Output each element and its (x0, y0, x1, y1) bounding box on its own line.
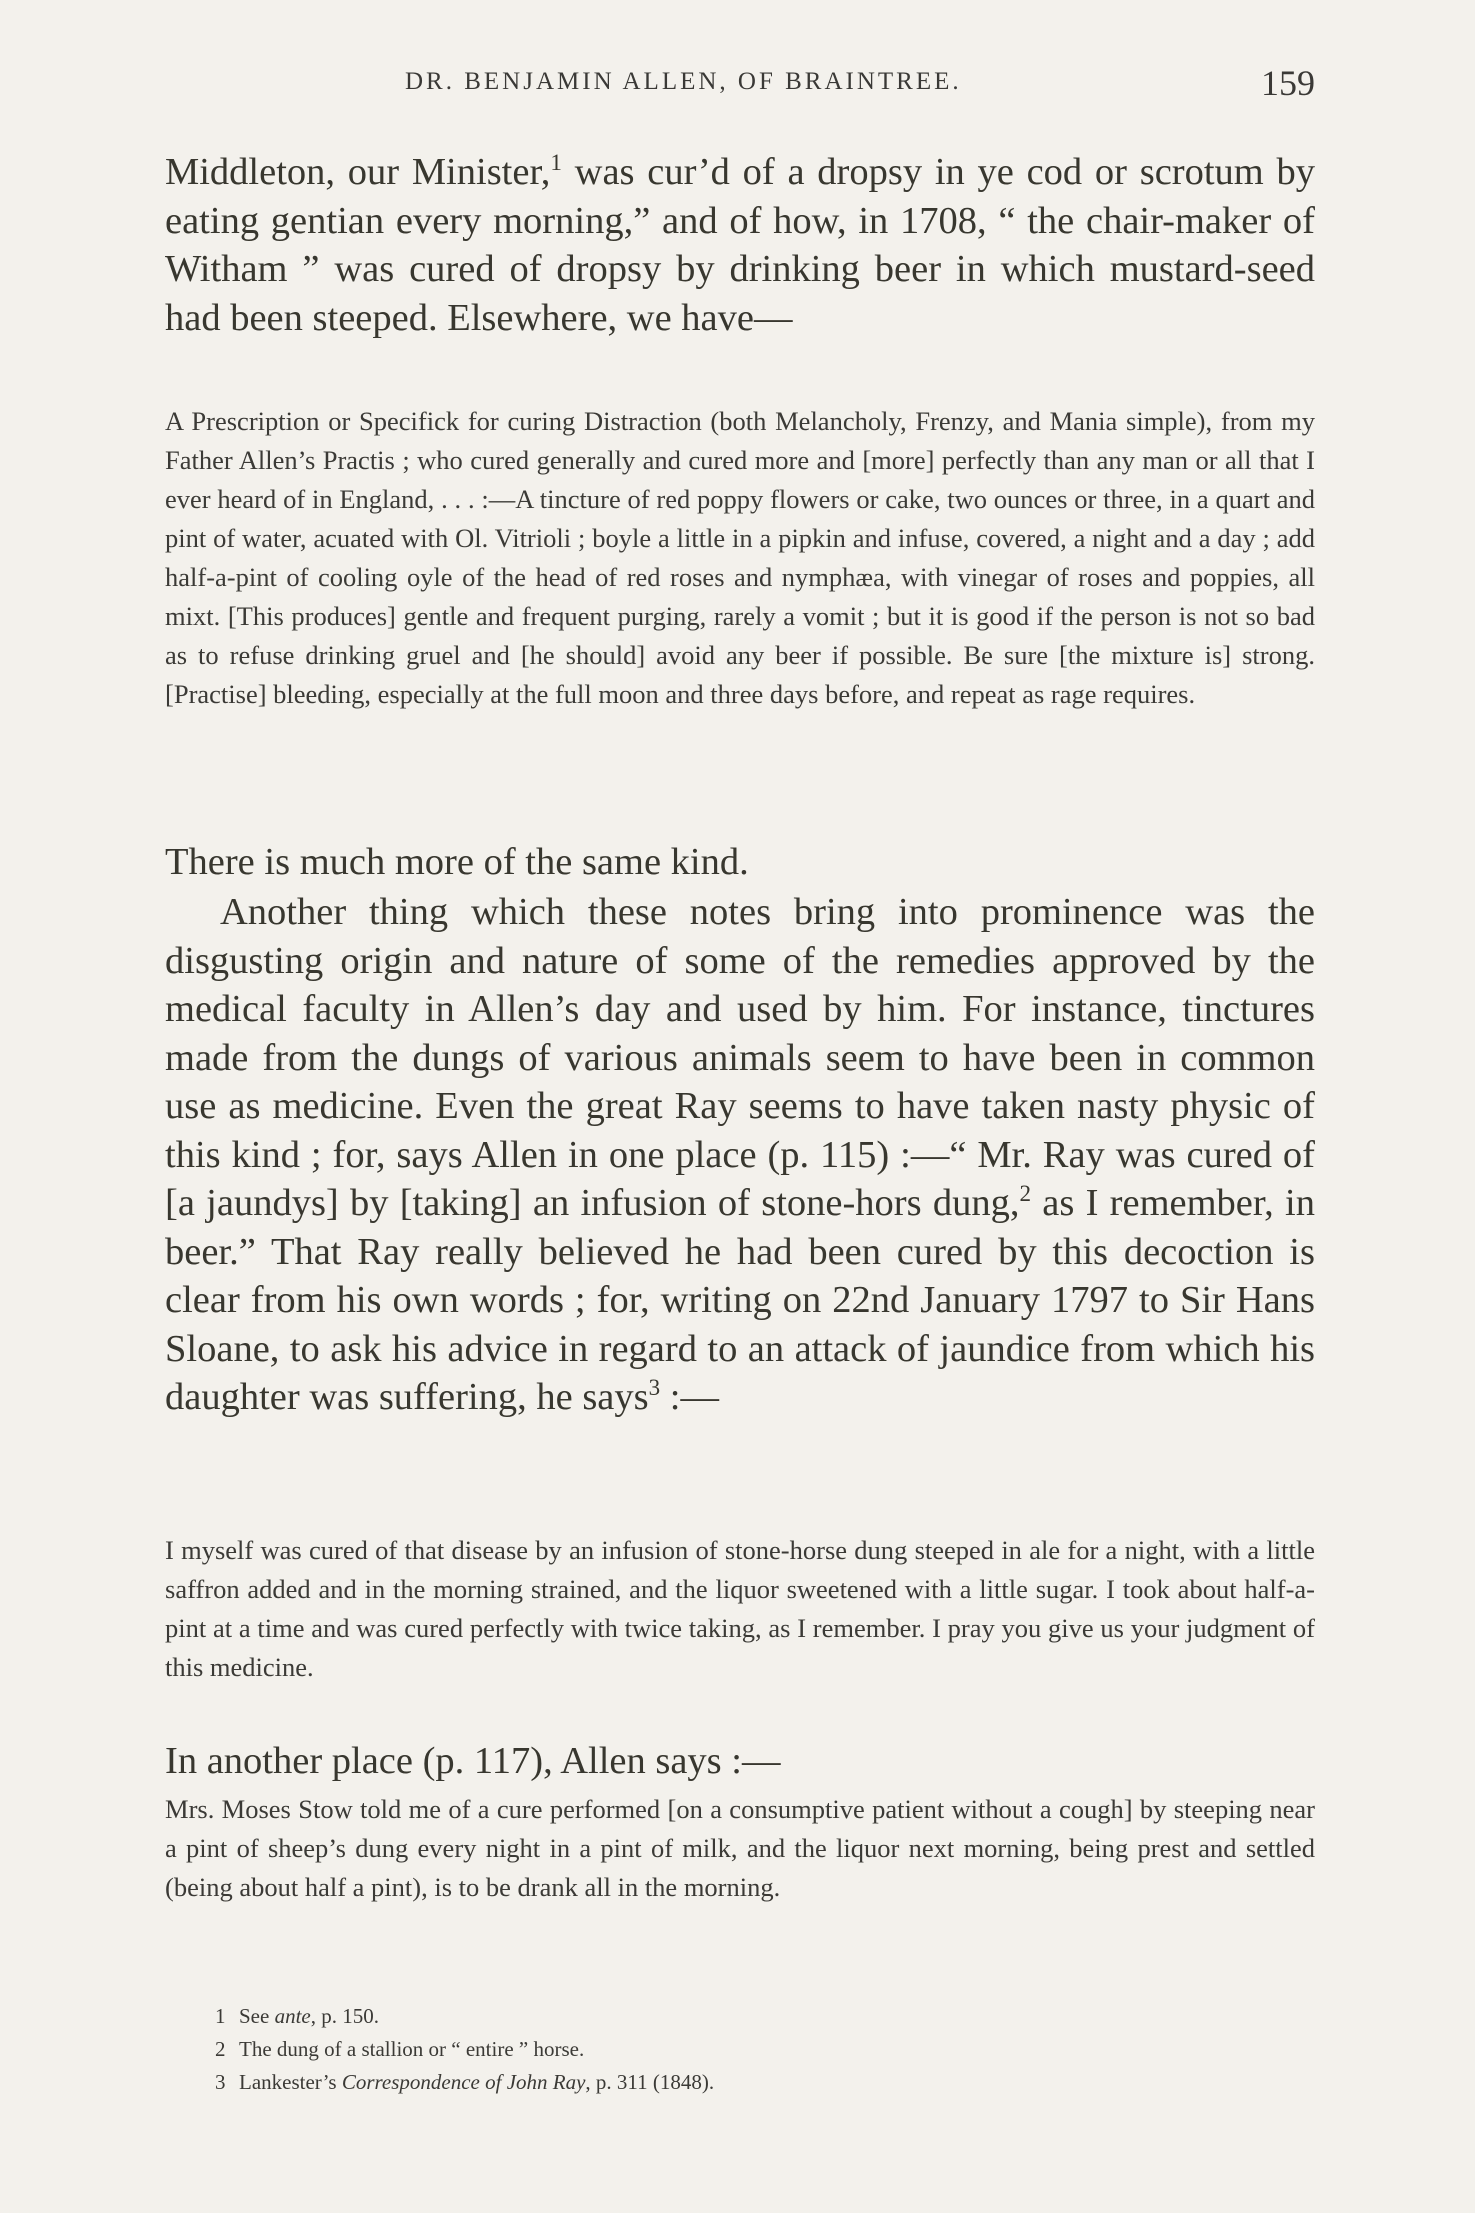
footnote-italic: Correspondence of John Ray (341, 2070, 586, 2094)
paragraph-remedies (165, 888, 1315, 1422)
paragraph-continued (165, 148, 1315, 342)
footnote-number: 1 (215, 2004, 226, 2028)
footnote-text: , p. 311 (1848). (585, 2070, 715, 2094)
running-head (165, 62, 1315, 112)
footnotes (215, 2000, 1215, 2099)
paragraph-text: was cur’d of a dropsy in ye cod or scrotum by eating gentian every morning,” and of how, in 1708, “ the chair-maker of Witham ” was cured of dropsy by drinking beer in which mustard-seed had been steeped. Elsewhere, we have— (165, 151, 1315, 339)
paragraph-another-place: In another place (p. 117), Allen says :— (165, 1740, 781, 1782)
footnote-1 (215, 2000, 1215, 2033)
footnote-ref: 3 (648, 1374, 661, 1401)
footnote-text: Lankester’s (239, 2070, 342, 2094)
block-quote-stow: Mrs. Moses Stow told me of a cure performed [on a consumptive patient without a cough] by steeping near a pint of sheep’s dung every night in a pint of milk, and the liquor next morning, being prest and settled (being about half a pint), is to be drank all in the morning. (165, 1794, 1315, 1902)
footnote-text: See (239, 2004, 275, 2028)
footnote-number: 2 (215, 2037, 226, 2061)
footnote-italic: ante (274, 2004, 311, 2028)
footnote-3 (215, 2066, 1215, 2099)
footnote-2 (215, 2033, 1215, 2066)
page-number: 159 (1261, 63, 1315, 103)
paragraph-text: :— (660, 1376, 719, 1418)
running-title: DR. BENJAMIN ALLEN, OF BRAINTREE. (405, 68, 962, 95)
footnote-number: 3 (215, 2070, 226, 2094)
paragraph-text: Another thing which these notes bring into prominence was the disgusting origin and nature of some of the remedies approved by the medical faculty in Allen’s day and used by him. For instance, tinctures made from the dungs of various animals seem to have been in common use as medicine. Even the great Ray seems to have taken nasty physic of this kind ; for, says Allen in one place (p. 115) :—“ Mr. Ray was cured of [a jaundys] by [taking] an infusion of stone-hors dung, (165, 891, 1315, 1224)
paragraph-short: There is much more of the same kind. (165, 841, 749, 883)
footnote-ref: 2 (1019, 1180, 1032, 1207)
footnote-text: The dung of a stallion or “ entire ” horse. (239, 2037, 585, 2061)
block-quote-prescription: A Prescription or Specifick for curing Distraction (both Melancholy, Frenzy, and Mania simple), from my Father Allen’s Practis ; who cured generally and cured more and [more] perfectly than any man or all that I ever heard of in England, . . . :—A tincture of red poppy flowers or cake, two ounces or three, in a quart and pint of water, acuated with Ol. Vitrioli ; boyle a little in a pipkin and infuse, covered, a night and a day ; add half-a-pint of cooling oyle of the head of red roses and nymphæa, with vinegar of roses and poppies, all mixt. [This produces] gentle and frequent purging, rarely a vomit ; but it is good if the person is not so bad as to refuse drinking gruel and [he should] avoid any beer if possible. Be sure [the mixture is] strong. [Practise] bleeding, especially at the full moon and three days before, and repeat as rage requires. (165, 406, 1315, 709)
paragraph-text: Middleton, our Minister, (165, 151, 551, 193)
footnote-ref: 1 (550, 149, 562, 176)
footnote-text: , p. 150. (310, 2004, 379, 2028)
block-quote-ray: I myself was cured of that disease by an infusion of stone-horse dung steeped in ale for a night, with a little saffron added and in the morning strained, and the liquor sweetened with a little sugar. I took about half-a-pint at a time and was cured perfectly with twice taking, as I remember. I pray you give us your judgment of this medicine. (165, 1535, 1315, 1682)
paragraph-text: as I remember, in beer.” That Ray really believed he had been cured by this decoction is clear from his own words ; for, writing on 22nd January 1797 to Sir Hans Sloane, to ask his advice in regard to an attack of jaundice from which his daughter was suffering, he says (165, 1182, 1315, 1418)
